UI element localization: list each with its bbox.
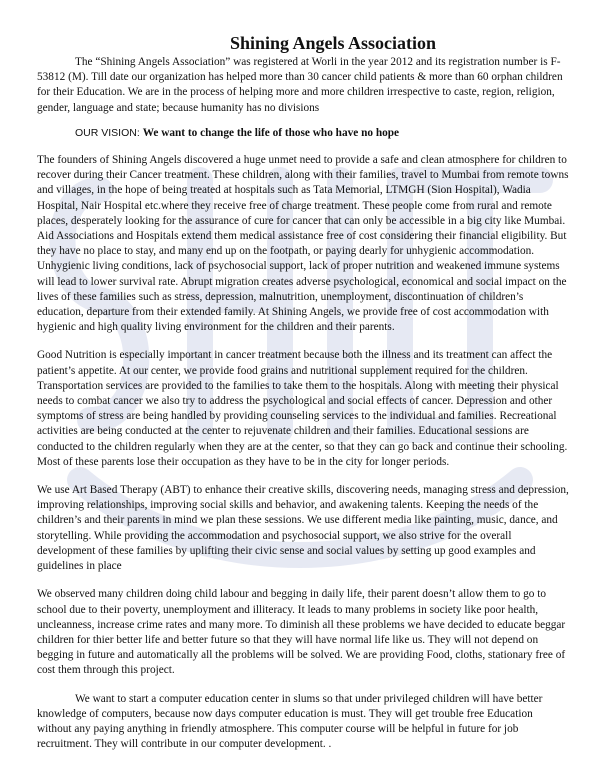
paragraph-founders: The founders of Shining Angels discovered a huge unmet need to provide a safe and clean atmosphere for children to recover during their Cancer treatment. These children, along with their families, travel to Mumbai from remote towns and villages, in the hope of being treated at hospitals such as Tata Memorial, LTMGH (Sion Hospital), Wadia Hospital, Nair Hospital etc.where they receive free of charge treatment. These people come from rural and remote places, desperately looking for the assurance of cure for cancer that can only be accessible in a big city like Mumbai. Aid Associations and Hospitals extend them medical assistance free of cost considering their financial eligibility. But they have no place to stay, and many end up on the footpath, or paying dearly for unhygienic accommodation. Unhygienic living conditions, lack of psychosocial support, lack of proper nutrition and weakened immune systems will lead to lower survival rate. Abrupt migration creates adverse psychological, economical and social impact on the lives of these families such as stress, depression, malnutrition, unemployment, discontinuation of children’s education, departure from their extended family. At Shining Angels, we provide free of cost accommodation with hygienic and high quality living environment for the children and their parents. [37,154,569,334]
paragraph-computer-education: We want to start a computer education center in slums so that under privileged children will have better knowledge of computers, because now days computer education is must. They will get trouble free Education without any paying anything in friendly atmosphere. This computer course will be helpful in future for job recruitment. They will contribute in our computer development. . [37,692,543,751]
paragraph-art-therapy: We use Art Based Therapy (ABT) to enhance their creative skills, discovering needs, managing stress and depression, improving relationships, improving social skills and behavior, and awakening talents. Keeping the needs of the children’s and their parents in mind we plan these sessions. We use different media like painting, music, dance, and storytelling. While providing the accommodation and psychosocial support, we also strive for the overall development of these families by uplifting their civic sense and social values by setting up good examples and guidelines in place [37,484,569,573]
vision-statement [75,126,569,141]
vision-label: OUR VISION: [75,126,143,139]
document-title: Shining Angels Association [229,33,437,53]
vision-text: We want to change the life of those who have no hope [142,126,400,139]
paragraph-nutrition: Good Nutrition is especially important in cancer treatment because both the illness and its treatment can affect the patient’s appetite. At our center, we provide food grains and nutritional supplement required for the children. Transportation services are provided to the families to take them to the hospitals. Along with meeting their physical needs to combat cancer we also try to address the psychological and social effects of cancer. Depression and other symptoms of stress are being handled by providing counseling services to the individual and families. Recreational activities are being conducted at the center to rejuvenate children and their families. Educational sessions are conducted to the children regularly when they are at the center, so that they can go back and continue their schooling. Most of these parents lose their occupation as they have to be in the city for longer periods. [37,349,568,468]
intro-paragraph: The “Shining Angels Association” was registered at Worli in the year 2012 and its registration number is F-53812 (M). Till date our organization has helped more than 30 cancer child patients & more than 60 orphan children for their Education. We are in the process of helping more and more children irrespective to caste, region, religion, gender, language and state; because humanity has no divisions [37,56,563,114]
paragraph-child-labour: We observed many children doing child labour and begging in daily life, their parent doesn’t allow them to go to school due to their poverty, unemployment and illiteracy. It leads to many problems in society like poor health, uncleanness, increase crime rates and many more. To diminish all these problems we have decided to educate beggar children for thier better life and better future so that they will have normal life like us. They will not depend on begging in future and automatically all the problems will be solved. We are providing Food, cloths, stationary free of cost them through this project. [37,588,566,677]
document [37,33,569,765]
